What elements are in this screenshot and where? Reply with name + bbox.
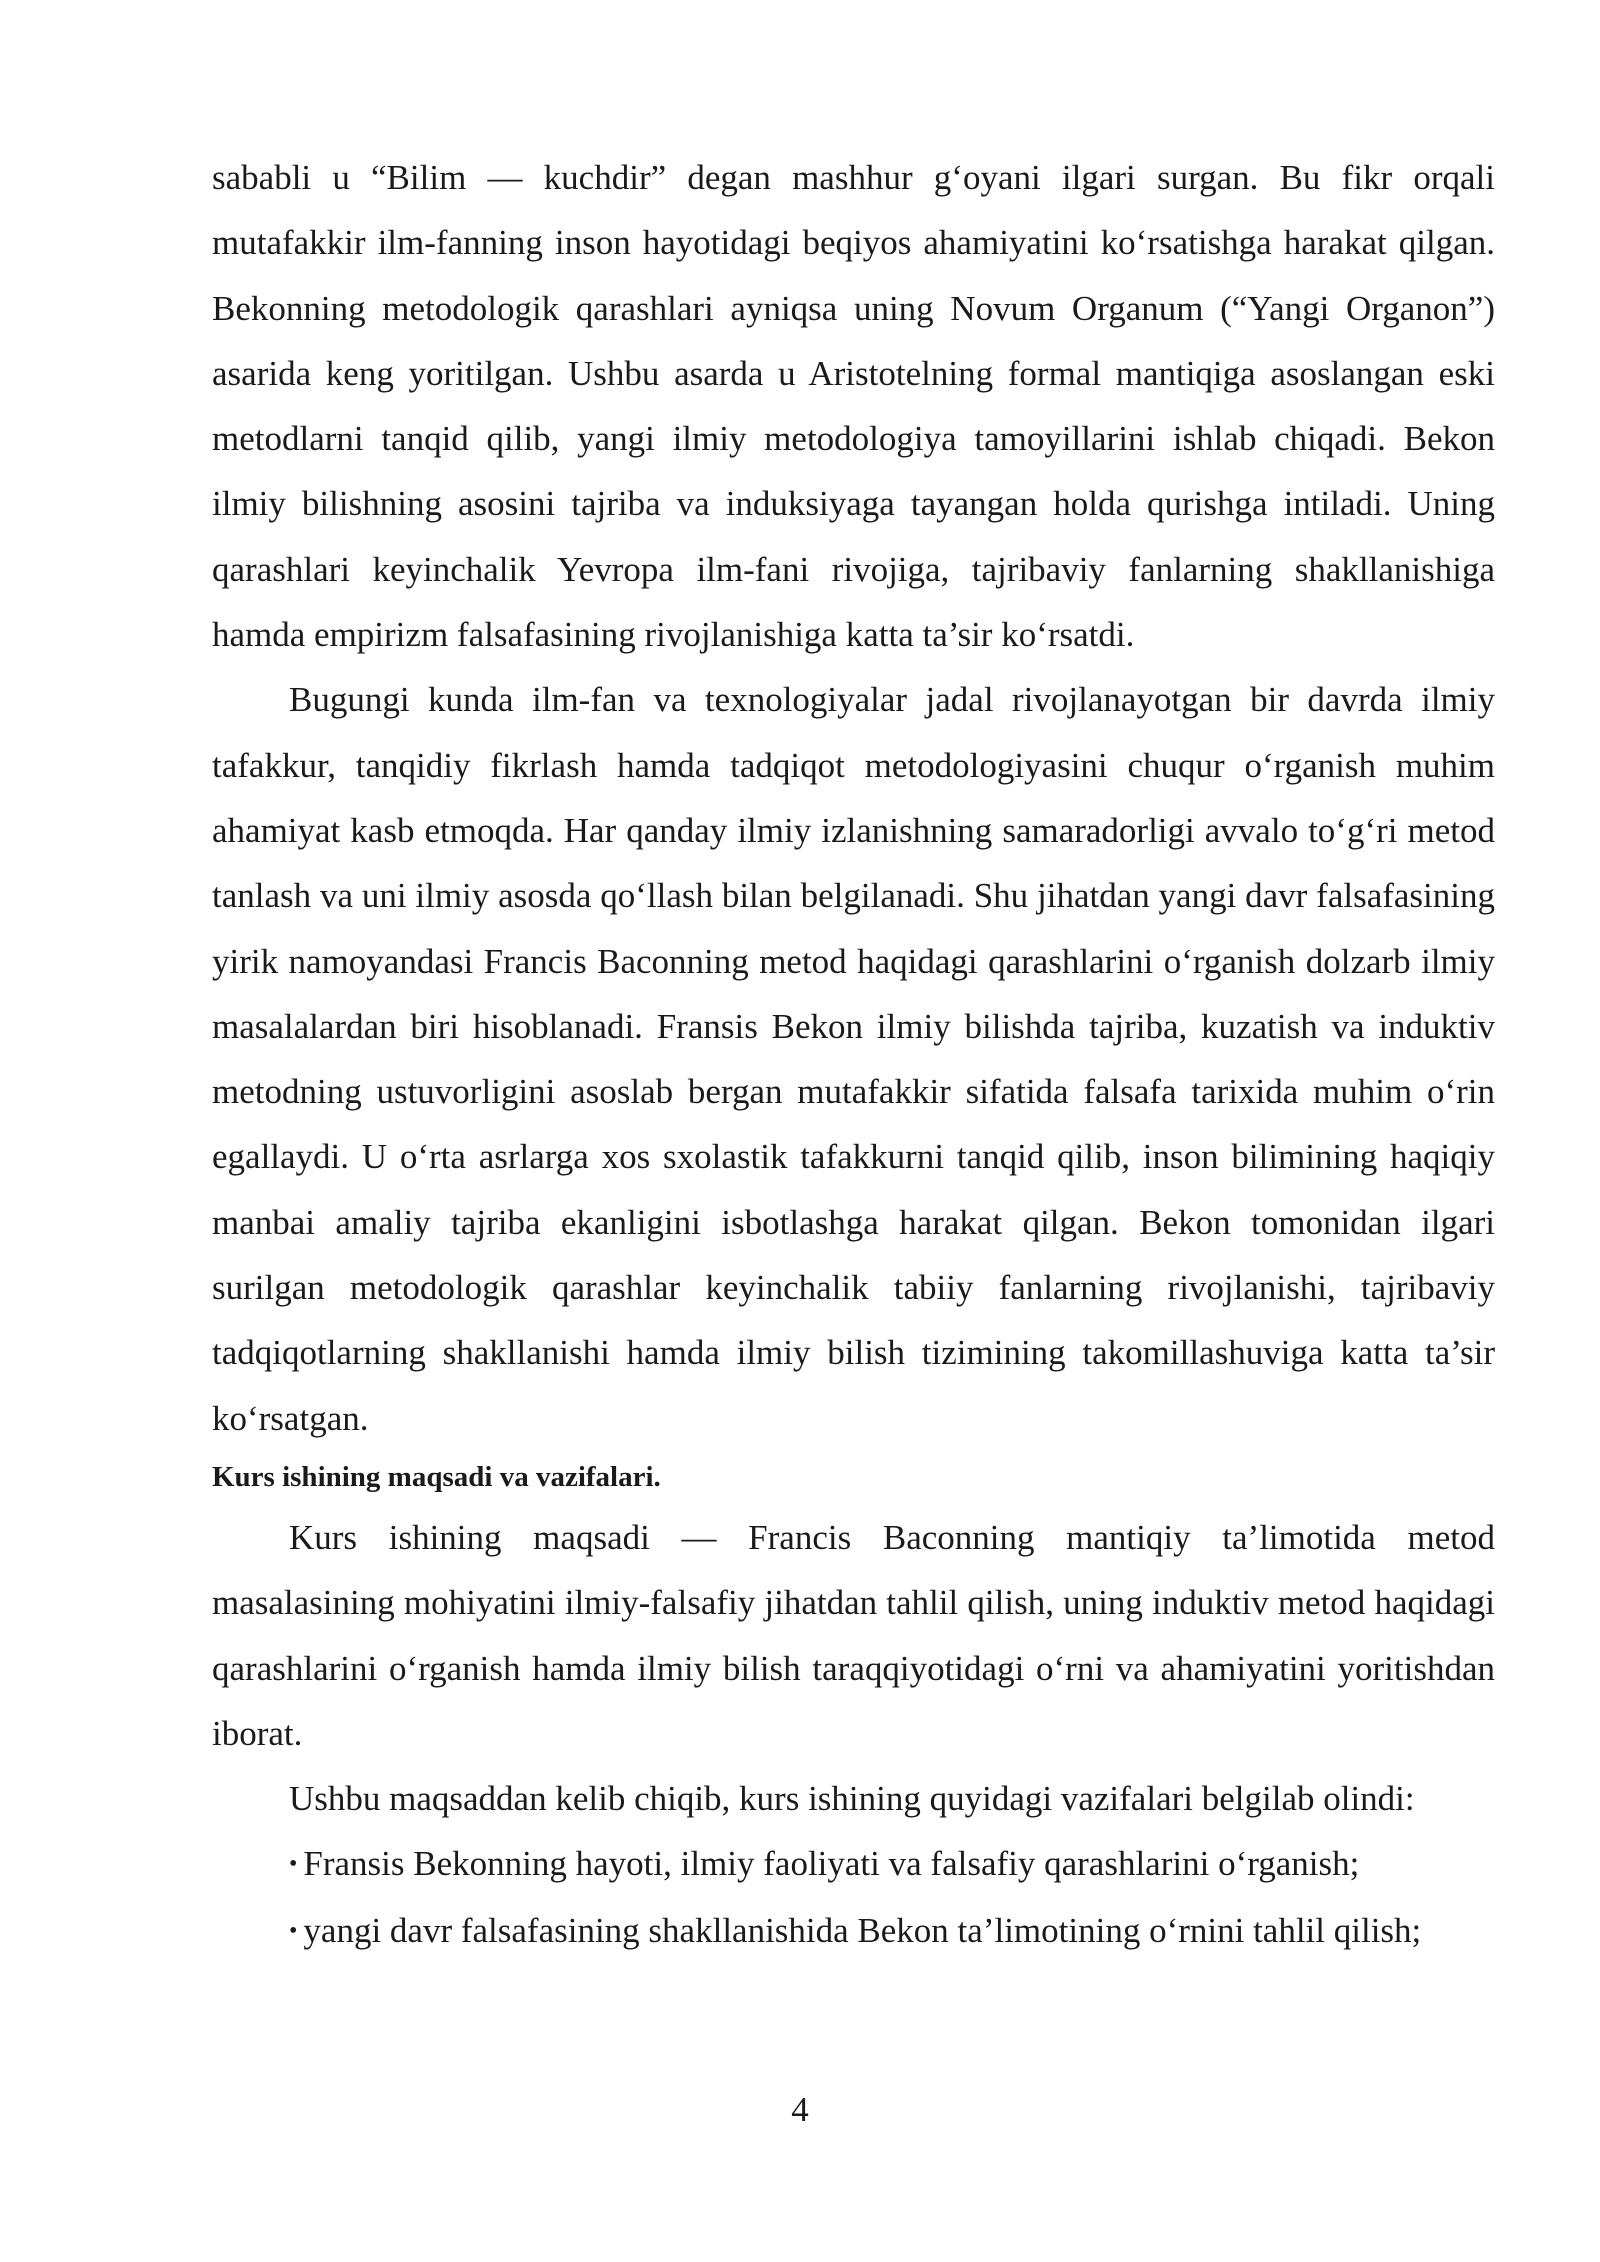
- paragraph-tasks-intro: Ushbu maqsaddan kelib chiqib, kurs ishining quyidagi vazifalari belgilab olindi:: [289, 1779, 1415, 1819]
- list-item-text: yangi davr falsafasining shakllanishida Bekon ta’limotining o‘rnini tahlil qilish;: [303, 1910, 1422, 1950]
- paragraph-goal: Kurs ishining maqsadi — Francis Baconning mantiqiy ta’limotida metod masalasining mohiyatini ilmiy-falsafiy jihatdan tahlil qilish, uning induktiv metod haqidagi qarashlarini o‘rganish hamda ilmiy bilish taraqqiyotidagi o‘rni va ahamiyatini yoritishdan iborat.: [212, 1517, 1495, 1753]
- list-item-text: Fransis Bekonning hayoti, ilmiy faoliyati va falsafiy qarashlarini o‘rganish;: [303, 1844, 1360, 1884]
- bullet-icon: •: [289, 1851, 298, 1878]
- section-heading: Kurs ishining maqsadi va vazifalari.: [212, 1460, 661, 1493]
- document-body: [212, 145, 1495, 1964]
- bullet-icon: •: [289, 1917, 298, 1944]
- list-item: [212, 1831, 1495, 1897]
- paragraph-context: Bugungi kunda ilm-fan va texnologiyalar jadal rivojlanayotgan bir davrda ilmiy tafakkur, tanqidiy fikrlash hamda tadqiqot metodologiyasini chuqur o‘rganish muhim ahamiyat kasb etmoqda. Har qanday ilmiy izlanishning samaradorligi avvalo to‘g‘ri metod tanlash va uni ilmiy asosda qo‘llash bilan belgilanadi. Shu jihatdan yangi davr falsafasining yirik namoyandasi Francis Baconning metod haqidagi qarashlarini o‘rganish dolzarb ilmiy masalalardan biri hisoblanadi. Fransis Bekon ilmiy bilishda tajriba, kuzatish va induktiv metodning ustuvorligini asoslab bergan mutafakkir sifatida falsafa tarixida muhim o‘rin egallaydi. U o‘rta asrlarga xos sxolastik tafakkurni tanqid qilib, inson bilimining haqiqiy manbai amaliy tajriba ekanligini isbotlashga harakat qilgan. Bekon tomonidan ilgari surilgan metodologik qarashlar keyinchalik tabiiy fanlarning rivojlanishi, tajribaviy tadqiqotlarning shakllanishi hamda ilmiy bilish tizimining takomillashuviga katta ta’sir ko‘rsatgan.: [212, 680, 1495, 1438]
- page-number: 4: [791, 2090, 809, 2129]
- list-item: [212, 1898, 1495, 1964]
- paragraph-continuation: sababli u “Bilim — kuchdir” degan mashhur g‘oyani ilgari surgan. Bu fikr orqali mutafakkir ilm-fanning inson hayotidagi beqiyos ahamiyatini ko‘rsatishga harakat qilgan. Bekonning metodologik qarashlari ayniqsa uning Novum Organum (“Yangi Organon”) asarida keng yoritilgan. Ushbu asarda u Aristotelning formal mantiqiga asoslangan eski metodlarni tanqid qilib, yangi ilmiy metodologiya tamoyillarini ishlab chiqadi. Bekon ilmiy bilishning asosini tajriba va induksiyaga tayangan holda qurishga intiladi. Uning qarashlari keyinchalik Yevropa ilm-fani rivojiga, tajribaviy fanlarning shakllanishiga hamda empirizm falsafasining rivojlanishiga katta ta’sir ko‘rsatdi.: [212, 158, 1495, 655]
